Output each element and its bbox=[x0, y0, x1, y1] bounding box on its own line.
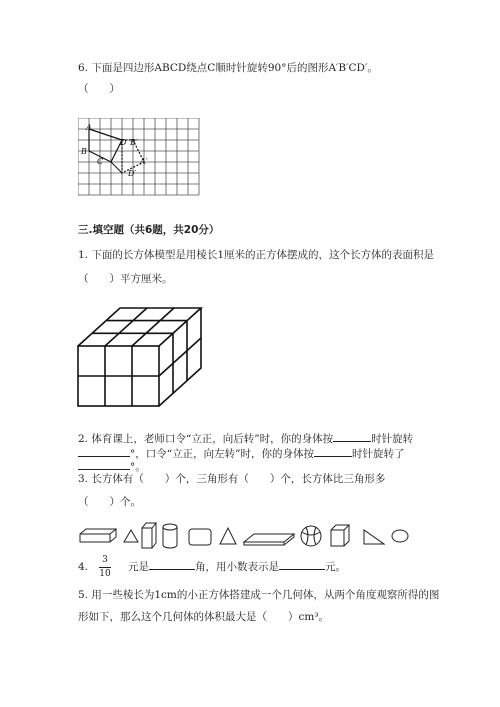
label-D: D bbox=[120, 138, 127, 147]
q4-fraction-numerator: 3 bbox=[102, 555, 108, 565]
cube-shape bbox=[331, 525, 349, 546]
flat-cuboid-shape bbox=[244, 534, 294, 545]
q1-line2: （ ）平方厘米。 bbox=[78, 273, 173, 285]
q4-part2: 角，用小数表示是 bbox=[195, 561, 279, 573]
q4-fraction-bar bbox=[99, 567, 111, 568]
cuboid-of-cubes-figure bbox=[76, 306, 208, 410]
rotation-grid-figure bbox=[78, 118, 203, 198]
q2-line2-b: 时针旋转了 bbox=[352, 448, 405, 460]
q2-blank-3[interactable] bbox=[314, 456, 352, 457]
q1-line1: 1. 下面的长方体模型是用棱长1厘米的正方体摆成的，这个长方体的表面积是 bbox=[78, 249, 435, 261]
section3-heading: 三.填空题（共6题，共20分） bbox=[78, 224, 220, 236]
q2-line2-a: °，口令“立正，向左转”时，你的身体按 bbox=[130, 448, 314, 460]
q6-answer-paren: （ ） bbox=[78, 83, 120, 95]
rectangle-shape bbox=[189, 529, 211, 545]
oval-shape bbox=[392, 530, 408, 542]
cuboid-shape-2 bbox=[142, 523, 156, 548]
q2-line1 bbox=[78, 432, 413, 446]
q4-blank-2[interactable] bbox=[279, 569, 325, 570]
ball-shape bbox=[301, 526, 321, 546]
q4-number: 4. bbox=[78, 561, 89, 573]
q4-part1: 元是 bbox=[128, 561, 149, 573]
q4-part3: 元。 bbox=[325, 561, 346, 573]
q5-line2: 形如下，那么这个几何体的体积最大是（ ）cm³。 bbox=[78, 611, 330, 623]
q4-line bbox=[128, 560, 346, 574]
q5-line1: 5. 用一些棱长为1cm的小正方体搭建成一个几何体，从两个角度观察所得的图 bbox=[78, 589, 440, 601]
cylinder-shape bbox=[163, 524, 177, 548]
label-A-prime: A′ bbox=[140, 157, 148, 166]
q2-blank-1[interactable] bbox=[333, 441, 371, 442]
q2-blank-4[interactable] bbox=[78, 469, 130, 470]
label-D-prime: D′ bbox=[128, 169, 137, 178]
q2-line2 bbox=[78, 447, 405, 461]
quadrilateral-abcd bbox=[89, 129, 122, 162]
q4-blank-1[interactable] bbox=[149, 569, 195, 570]
right-triangle-shape bbox=[364, 530, 384, 544]
q3-line2: （ ）个。 bbox=[78, 496, 141, 508]
triangle-shape-2 bbox=[220, 528, 236, 544]
q3-line1: 3. 长方体有（ ）个，三角形有（ ）个，长方体比三角形多 bbox=[78, 473, 386, 485]
label-B: B bbox=[81, 147, 87, 156]
shapes-row-figure bbox=[78, 520, 413, 554]
q2-line1-b: 时针旋转 bbox=[371, 433, 414, 445]
triangle-shape-1 bbox=[124, 530, 138, 542]
q2-line3-text: °。 bbox=[130, 461, 146, 473]
label-C: C bbox=[97, 157, 104, 166]
q2-line1-a: 2. 体育课上，老师口令“立正，向后转”时，你的身体按 bbox=[78, 433, 334, 445]
q4-fraction-denominator: 10 bbox=[99, 569, 111, 579]
q2-blank-2[interactable] bbox=[78, 456, 130, 457]
cuboid-shape-1 bbox=[80, 529, 116, 542]
q6-text: 6. 下面是四边形ABCD绕点C顺时针旋转90°后的图形A′B′CD′。 bbox=[78, 62, 378, 74]
label-A: A bbox=[86, 123, 92, 132]
label-B-prime: B′ bbox=[130, 138, 138, 147]
